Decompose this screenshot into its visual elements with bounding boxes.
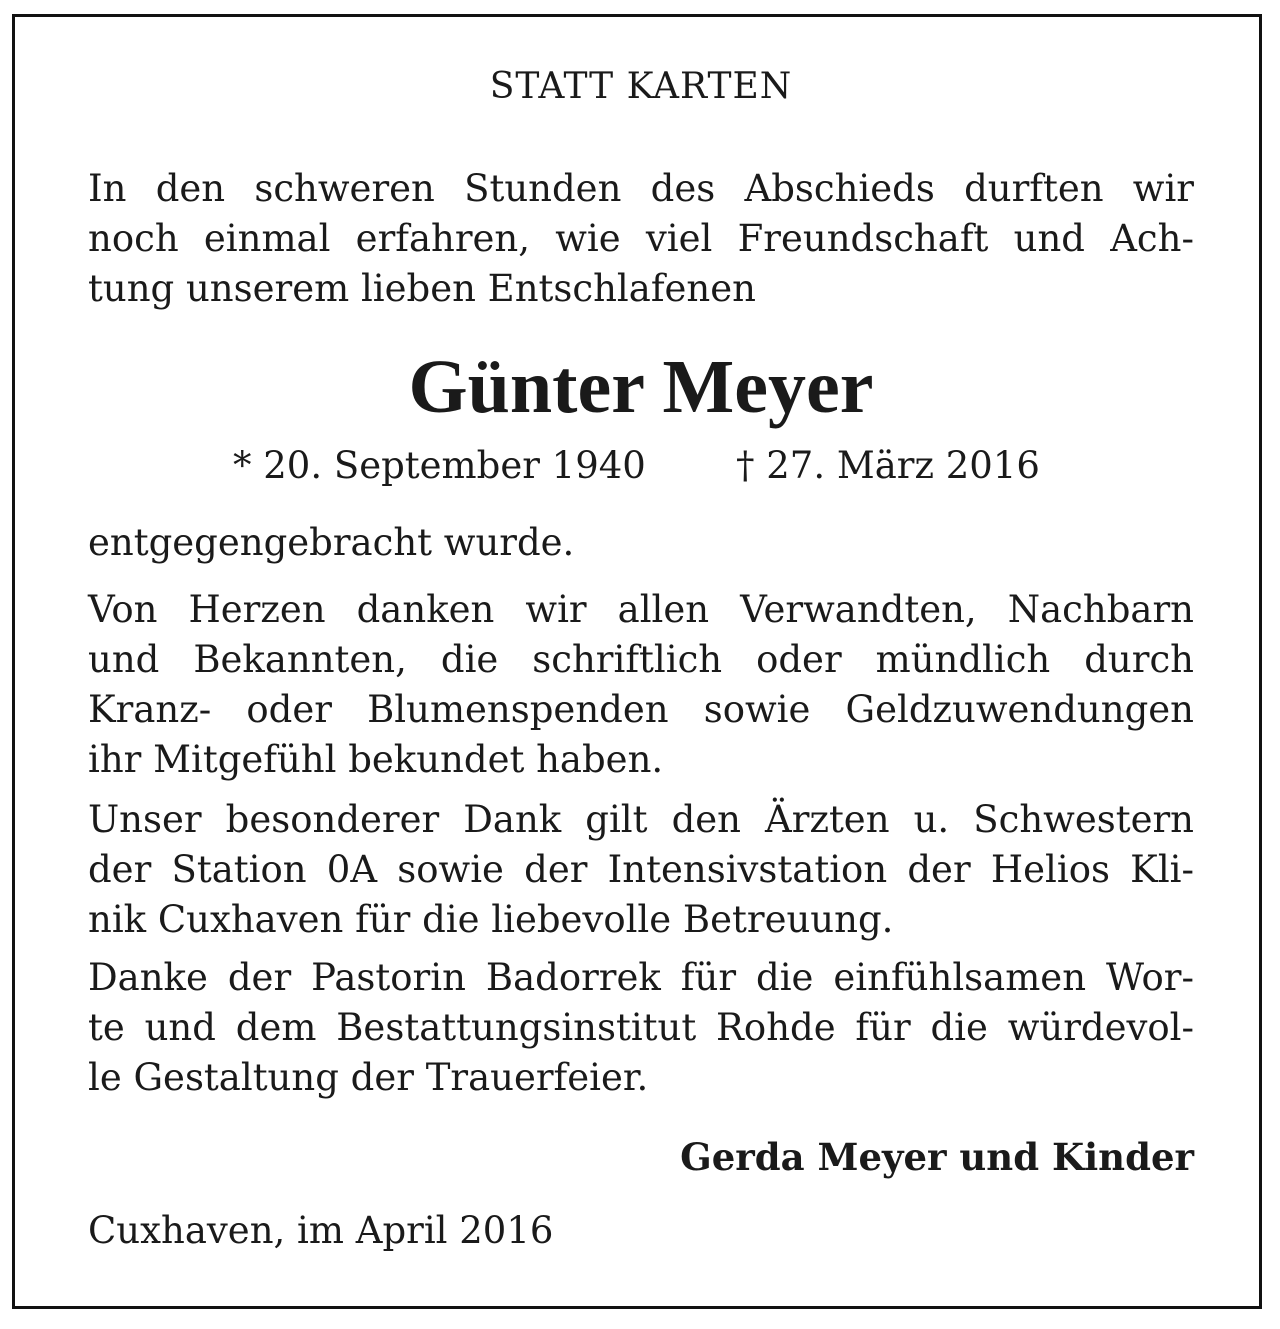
text-line: ihr Mitgefühl bekundet haben.: [88, 738, 664, 781]
text-line: und Bekannten, die schriftlich oder mündlich durch: [88, 638, 1194, 681]
text-line: In den schweren Stunden des Abschieds durften wir: [88, 167, 1194, 210]
text-line: der Station 0A sowie der Intensivstation der Helios Kli-: [88, 848, 1194, 891]
thanks-clinic-paragraph: [88, 795, 1194, 945]
intro-continuation: [88, 518, 1194, 568]
signature: Gerda Meyer und Kinder: [680, 1135, 1194, 1179]
notice-header: STATT KARTEN: [489, 66, 793, 107]
intro-paragraph: [88, 164, 1194, 314]
birth-date: * 20. September 1940: [233, 444, 646, 487]
text-line: tung unserem lieben Entschlafenen: [88, 267, 756, 310]
deceased-name: Günter Meyer: [408, 345, 874, 429]
text-line: noch einmal erfahren, wie viel Freundschaft und Ach-: [88, 217, 1194, 260]
text-line: Unser besonderer Dank gilt den Ärzten u. Schwestern: [88, 798, 1194, 841]
thanks-pastor-paragraph: [88, 953, 1194, 1103]
text-line: nik Cuxhaven für die liebevolle Betreuung.: [88, 898, 894, 941]
text-line: Danke der Pastorin Badorrek für die einfühlsamen Wor-: [88, 956, 1194, 999]
death-date: † 27. März 2016: [736, 444, 1040, 487]
text-line: te und dem Bestattungsinstitut Rohde für die würdevol-: [88, 1006, 1194, 1049]
text-line: entgegengebracht wurde.: [88, 521, 575, 564]
text-line: Kranz- oder Blumenspenden sowie Geldzuwendungen: [88, 688, 1194, 731]
place-date: Cuxhaven, im April 2016: [88, 1209, 554, 1252]
thanks-general-paragraph: [88, 585, 1194, 785]
text-line: Von Herzen danken wir allen Verwandten, Nachbarn: [88, 588, 1194, 631]
text-line: le Gestaltung der Trauerfeier.: [88, 1056, 649, 1099]
